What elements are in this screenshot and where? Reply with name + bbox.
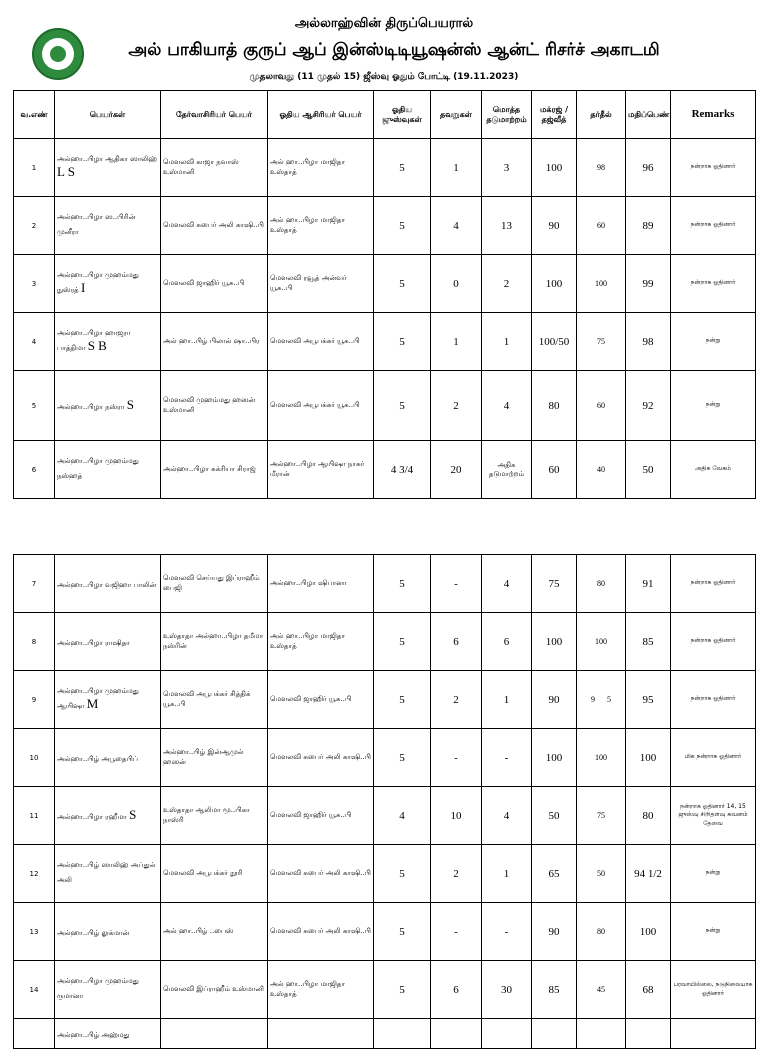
cell-juz: 4 3/4 (374, 441, 431, 499)
cell-teacher: அல் ஹா..பிழா மாஜிதா உஸ்தாத் (268, 139, 374, 197)
cell-score: 50 (626, 441, 671, 499)
col-header-juz: ஓதிய ஜுஸ்வுகள் (374, 91, 431, 139)
cell-mistakes: 2 (431, 845, 482, 903)
cell-stumbles: - (482, 729, 532, 787)
student-initials: S (129, 807, 137, 823)
student-name-text: அல்ஹா..பிழா நஸ்ரா (57, 403, 125, 412)
table-row (14, 441, 756, 499)
col-header-tarteel: தர்தீல் (577, 91, 626, 139)
cell-teacher: மௌலவி ஜாஹிர் யூசு..பி (268, 787, 374, 845)
cell-teacher: மௌலவி ஜாஹிர் யூசு..பி (268, 671, 374, 729)
student-name-text: அல்ஹா..பிழா ரஹீமா (57, 813, 127, 822)
table-row (14, 671, 756, 729)
cell-student-name (55, 197, 161, 255)
cell-remarks: நன்று (671, 903, 756, 961)
table-row (14, 787, 756, 845)
cell-score: 96 (626, 139, 671, 197)
cell-tarteel: 50 (577, 845, 626, 903)
cell-remarks: நன்றாக ஓதினார் (671, 139, 756, 197)
cell-teacher: மௌலவி அபூபக்கர் யூசு..பி (268, 313, 374, 371)
cell-juz: 5 (374, 729, 431, 787)
cell-score: 89 (626, 197, 671, 255)
table-row (14, 961, 756, 1019)
cell-examiner: உஸ்தாதா ஆலிமா மூ..பிகா நாஸ்ரி (161, 787, 268, 845)
cell-teacher: அல் ஹா..பிழா மாஜிதா உஸ்தாத் (268, 961, 374, 1019)
cell-serial: 6 (14, 441, 55, 499)
cell-mistakes: 6 (431, 961, 482, 1019)
cell-examiner: உஸ்தாதா அல்ஹா..பிழா தமீமா நஸ்ரின் (161, 613, 268, 671)
cell-stumbles: அதிக தடுமாற்றம் (482, 441, 532, 499)
cell-juz: 5 (374, 903, 431, 961)
cell-juz: 5 (374, 197, 431, 255)
student-name-text: அல்ஹா..பிழா வஜிஹா பாலின் (57, 581, 157, 590)
cell-tarteel: 100 (577, 255, 626, 313)
cell-juz: 5 (374, 255, 431, 313)
col-header-names: பெயர்கள் (55, 91, 161, 139)
cell-mistakes: 2 (431, 371, 482, 441)
cell-juz: 5 (374, 845, 431, 903)
cell-teacher: மௌலவி அபூபக்கர் யூசு..பி (268, 371, 374, 441)
cell-serial: 5 (14, 371, 55, 441)
cell-student-name (55, 961, 161, 1019)
cell-examiner: அல் ஹா..பிழ் ..பைஸ் (161, 903, 268, 961)
cell-remarks: நன்றாக ஓதினார் (671, 613, 756, 671)
cell-student-name (55, 787, 161, 845)
cell-mistakes: - (431, 729, 482, 787)
cell-examiner: மௌலவி முஹம்மது ஹஸன் உஸ்மானி (161, 371, 268, 441)
cell-score: 100 (626, 729, 671, 787)
invocation-heading: அல்லாஹ்வின் திருப்பெயரால் (294, 16, 474, 31)
cell-serial: 9 (14, 671, 55, 729)
cell-score: 94 1/2 (626, 845, 671, 903)
cell-tarteel: 98 (577, 139, 626, 197)
cell-remarks: நன்றாக ஓதினார் (671, 197, 756, 255)
cell-tarteel: 60 (577, 197, 626, 255)
cell-makhraj: 80 (532, 371, 577, 441)
cell-stumbles: 2 (482, 255, 532, 313)
cell-stumbles: 1 (482, 671, 532, 729)
table-row (14, 613, 756, 671)
cell-mistakes: 1 (431, 139, 482, 197)
cell-serial (14, 1019, 55, 1049)
cell-score: 91 (626, 555, 671, 613)
cell-teacher (268, 1019, 374, 1049)
cell-remarks (671, 1019, 756, 1049)
cell-makhraj: 60 (532, 441, 577, 499)
cell-teacher: மௌலவி சுபைர் அலி காஷி..பி (268, 729, 374, 787)
cell-mistakes: - (431, 555, 482, 613)
cell-tarteel: 40 (577, 441, 626, 499)
cell-examiner: அல்ஹா..பிழா சுக்ரியா சிராஜ் (161, 441, 268, 499)
col-header-score: மதிப்பெண் (626, 91, 671, 139)
table-row (14, 197, 756, 255)
cell-score: 92 (626, 371, 671, 441)
cell-student-name (55, 729, 161, 787)
cell-student-name (55, 139, 161, 197)
table-row (14, 1019, 756, 1049)
results-table-page1 (13, 90, 756, 499)
cell-stumbles: 4 (482, 787, 532, 845)
col-header-mistakes: தவறுகள் (431, 91, 482, 139)
results-table-page2 (13, 554, 756, 1049)
student-initials: I (80, 279, 86, 295)
cell-makhraj: 100 (532, 613, 577, 671)
cell-remarks: நன்றாக ஓதினார் (671, 255, 756, 313)
cell-mistakes: 4 (431, 197, 482, 255)
cell-teacher: அல் ஹா..பிழா மாஜிதா உஸ்தாத் (268, 613, 374, 671)
cell-score: 98 (626, 313, 671, 371)
cell-student-name (55, 613, 161, 671)
student-initials: S (126, 397, 134, 413)
col-header-serial: வ.எண் (14, 91, 55, 139)
cell-makhraj: 100 (532, 255, 577, 313)
cell-student-name (55, 671, 161, 729)
cell-teacher: மௌலவி சுபைர் அலி காஷி..பி (268, 845, 374, 903)
table-row (14, 903, 756, 961)
cell-tarteel: 75 (577, 313, 626, 371)
cell-serial: 8 (14, 613, 55, 671)
cell-tarteel: 45 (577, 961, 626, 1019)
cell-student-name (55, 255, 161, 313)
table-row (14, 313, 756, 371)
cell-serial: 10 (14, 729, 55, 787)
cell-mistakes: 1 (431, 313, 482, 371)
table-row (14, 555, 756, 613)
student-name-text: அல்ஹா..பிழா ராஷிதா (57, 639, 130, 648)
cell-mistakes: 2 (431, 671, 482, 729)
student-name-text: அல்ஹா..பிழா முஹம்மது நுஸ்ரத் (57, 270, 139, 294)
cell-serial: 2 (14, 197, 55, 255)
cell-serial: 3 (14, 255, 55, 313)
cell-examiner: மௌலவி அபூபக்கர் நூரி (161, 845, 268, 903)
cell-serial: 14 (14, 961, 55, 1019)
cell-teacher: அல் ஹா..பிழா மாஜிதா உஸ்தாத் (268, 197, 374, 255)
cell-teacher: அல்ஹா..பிழா ஆயிஷா நாசுர் மீரான் (268, 441, 374, 499)
student-name-text: அல்ஹா..பிழ் அபூதைபிப் (57, 755, 138, 764)
cell-tarteel (577, 1019, 626, 1049)
cell-teacher: மௌலவி சுபைர் அலி காஷி..பி (268, 903, 374, 961)
student-initials: L S (57, 163, 75, 179)
cell-score (626, 1019, 671, 1049)
cell-juz (374, 1019, 431, 1049)
cell-juz: 5 (374, 671, 431, 729)
cell-tarteel: 80 (577, 903, 626, 961)
cell-examiner (161, 1019, 268, 1049)
cell-student-name (55, 1019, 161, 1049)
cell-juz: 5 (374, 371, 431, 441)
cell-remarks: நன்று (671, 313, 756, 371)
cell-serial: 1 (14, 139, 55, 197)
student-initials: M (86, 695, 99, 711)
cell-score: 99 (626, 255, 671, 313)
table-header-row (14, 91, 756, 139)
cell-tarteel: 9 5 (577, 671, 626, 729)
cell-juz: 4 (374, 787, 431, 845)
cell-stumbles: 13 (482, 197, 532, 255)
academy-title: அல் பாகியாத் குருப் ஆப் இன்ஸ்டிடியூஷன்ஸ் ஆன்ட் ரிசர்ச் அகாடமி (128, 40, 660, 60)
cell-student-name (55, 555, 161, 613)
cell-juz: 5 (374, 961, 431, 1019)
cell-tarteel: 100 (577, 729, 626, 787)
cell-remarks: அதிக வேகம் (671, 441, 756, 499)
cell-tarteel: 75 (577, 787, 626, 845)
cell-serial: 4 (14, 313, 55, 371)
student-name-text: அல்ஹா..பிழா ஆதிகா ஸாலிஹ் (57, 154, 158, 163)
cell-juz: 5 (374, 613, 431, 671)
cell-student-name (55, 845, 161, 903)
cell-examiner: மௌலவி காஜா நவாஸ் உஸ்மானி (161, 139, 268, 197)
student-initials: S B (87, 337, 107, 353)
cell-mistakes (431, 1019, 482, 1049)
student-name-text: அல்ஹா..பிழா முஹம்மது நஸ்ஹத் (57, 456, 139, 480)
col-header-teacher: ஓதிய ஆசிரியர் பெயர் (268, 91, 374, 139)
col-header-examiner: தேர்வாசிரியர் பெயர் (161, 91, 268, 139)
cell-makhraj: 100 (532, 729, 577, 787)
cell-juz: 5 (374, 313, 431, 371)
table-row (14, 729, 756, 787)
cell-serial: 13 (14, 903, 55, 961)
cell-makhraj: 90 (532, 903, 577, 961)
cell-remarks: நன்றாக ஓதினார் 14, 15 ஜுஸ்வு சிறிதளவு கவனம் தேவை (671, 787, 756, 845)
cell-stumbles: 1 (482, 313, 532, 371)
cell-tarteel: 100 (577, 613, 626, 671)
cell-score: 85 (626, 613, 671, 671)
competition-subtitle: முதலாவது (11 முதல் 15) ஜீஸ்வு ஓதும் போட்டி (19.11.2023) (249, 72, 519, 82)
cell-remarks: நன்று (671, 371, 756, 441)
cell-serial: 12 (14, 845, 55, 903)
table-row (14, 139, 756, 197)
cell-teacher: அல்ஹா..பிழா ஷிபானா (268, 555, 374, 613)
student-name-text: அல்ஹா..பிழா முஹம்மது ஆயிஷா (57, 686, 139, 710)
table-row (14, 845, 756, 903)
cell-makhraj: 90 (532, 197, 577, 255)
cell-examiner: மௌலவி அபூபக்கர் சித்திக் யூசு..பி (161, 671, 268, 729)
col-header-remarks: Remarks (671, 91, 756, 139)
cell-makhraj: 85 (532, 961, 577, 1019)
cell-teacher: மௌலவி ரவூத் அன்வர் யூசு..பி (268, 255, 374, 313)
cell-stumbles: 3 (482, 139, 532, 197)
cell-remarks: நன்றாக ஓதினார் (671, 671, 756, 729)
cell-makhraj: 50 (532, 787, 577, 845)
cell-mistakes: - (431, 903, 482, 961)
cell-examiner: மௌலவி இப்ராஹீம் உஸ்மானி (161, 961, 268, 1019)
table-row (14, 255, 756, 313)
cell-serial: 11 (14, 787, 55, 845)
cell-tarteel: 60 (577, 371, 626, 441)
cell-examiner: அல்ஹா..பிழ் இன்ஆமுல் ஹஸன் (161, 729, 268, 787)
cell-remarks: நன்று (671, 845, 756, 903)
cell-stumbles: 1 (482, 845, 532, 903)
cell-tarteel: 80 (577, 555, 626, 613)
cell-juz: 5 (374, 555, 431, 613)
cell-examiner: மௌலவி ஜாஹிர் யூசு..பி (161, 255, 268, 313)
cell-examiner: மௌலவி செய்யது இப்ராஹீம் பைஜி (161, 555, 268, 613)
cell-stumbles (482, 1019, 532, 1049)
cell-mistakes: 20 (431, 441, 482, 499)
cell-stumbles: - (482, 903, 532, 961)
student-name-text: அல்ஹா..பிழ் அஹ்மது (57, 1031, 130, 1040)
cell-makhraj: 75 (532, 555, 577, 613)
cell-score: 80 (626, 787, 671, 845)
cell-student-name (55, 903, 161, 961)
cell-stumbles: 4 (482, 555, 532, 613)
cell-remarks: மிக நன்றாக ஓதினார் (671, 729, 756, 787)
cell-student-name (55, 441, 161, 499)
col-header-stumbles: மொத்த தடுமாற்றம் (482, 91, 532, 139)
cell-makhraj (532, 1019, 577, 1049)
cell-makhraj: 90 (532, 671, 577, 729)
student-name-text: அல்ஹா..பிழா ஹாஜரா பாத்திமா (57, 328, 131, 352)
student-name-text: அல்ஹா..பிழ் லுக்மான் (57, 929, 130, 938)
cell-makhraj: 65 (532, 845, 577, 903)
col-header-makhraj: மக்ரஜ் / தஜ்வீத் (532, 91, 577, 139)
cell-student-name (55, 371, 161, 441)
cell-student-name (55, 313, 161, 371)
cell-mistakes: 10 (431, 787, 482, 845)
cell-remarks: நன்றாக ஓதினார் (671, 555, 756, 613)
student-name-text: அல்ஹா..பிழா ஸ..பிரின் முனீரா (57, 212, 136, 236)
cell-stumbles: 30 (482, 961, 532, 1019)
cell-juz: 5 (374, 139, 431, 197)
cell-makhraj: 100/50 (532, 313, 577, 371)
cell-makhraj: 100 (532, 139, 577, 197)
student-name-text: அல்ஹா..பிழ் ஸாலிஹ் அப்துல் அலி (57, 860, 156, 884)
table-row (14, 371, 756, 441)
cell-examiner: மௌலவி சுபைர் அலி காஷி..பி (161, 197, 268, 255)
cell-serial: 7 (14, 555, 55, 613)
cell-mistakes: 6 (431, 613, 482, 671)
cell-score: 68 (626, 961, 671, 1019)
cell-examiner: அல் ஹா..பிழ் பிலால் ஷா..பிர (161, 313, 268, 371)
cell-score: 95 (626, 671, 671, 729)
cell-mistakes: 0 (431, 255, 482, 313)
cell-stumbles: 6 (482, 613, 532, 671)
cell-score: 100 (626, 903, 671, 961)
cell-stumbles: 4 (482, 371, 532, 441)
student-name-text: அல்ஹா..பிழா முஹம்மது ருமானா (57, 976, 139, 1000)
cell-remarks: பரவாயில்லை, நடுநிலையாக ஓதினார் (671, 961, 756, 1019)
